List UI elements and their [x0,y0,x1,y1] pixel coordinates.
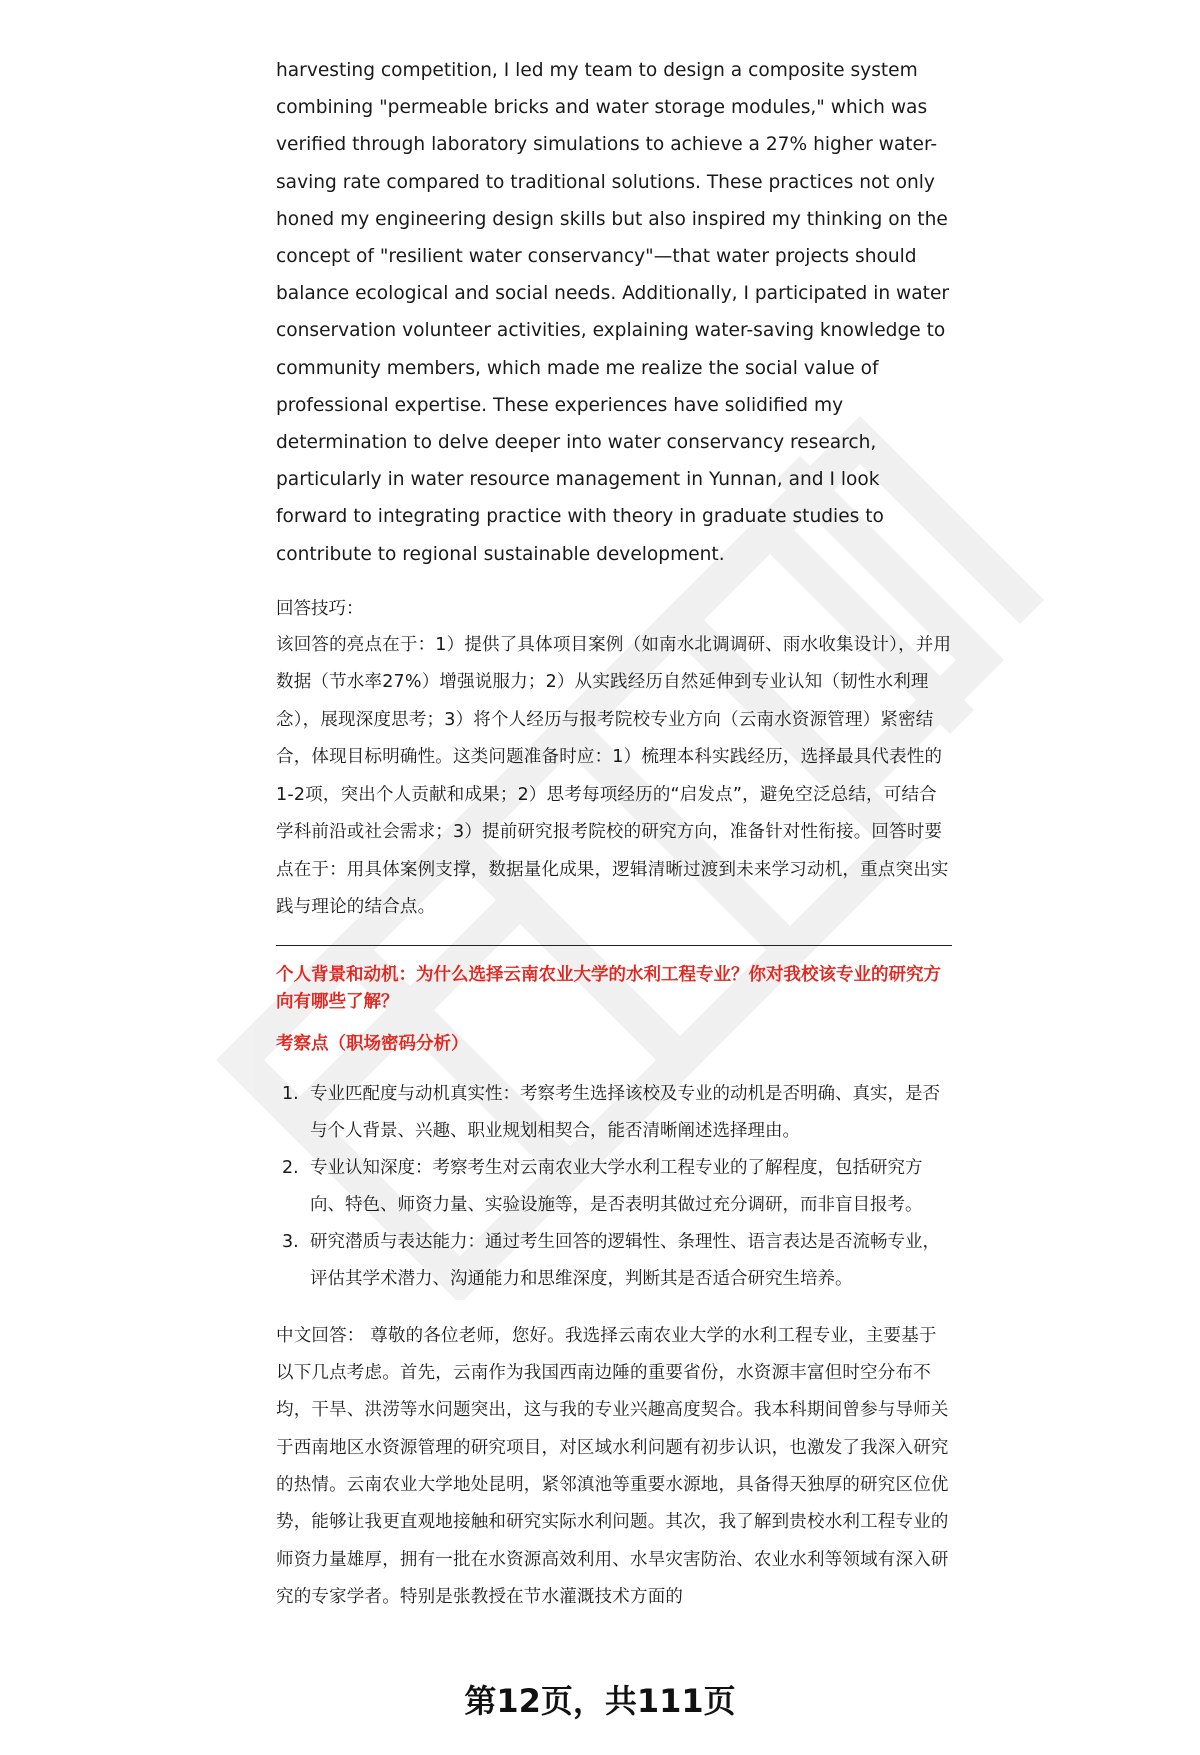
list-item [276,1224,952,1298]
question-heading: 个人背景和动机：为什么选择云南农业大学的水利工程专业？你对我校该专业的研究方向有哪些了解？ [276,964,941,1012]
list-item-number: 3. [282,1231,299,1252]
english-answer-paragraph: harvesting competition, I led my team to design a composite system combining "permeable bricks and water storage modules," which was verified through laboratory simulations to achieve a 27% higher water-saving rate compared to traditional solutions. These practices not only honed my engineering design skills but also inspired my thinking on the concept of "resilient water conservancy"—that water projects should balance ecological and social needs. Additionally, I participated in water conservation volunteer activities, explaining water-saving knowledge to community members, which made me realize the social value of professional expertise. These experiences have solidified my determination to delve deeper into water conservancy research, particularly in water resource management in Yunnan, and I look forward to integrating practice with theory in graduate studies to contribute to regional sustainable development. [276,60,950,565]
exam-points-list [276,1076,952,1298]
tips-body: 该回答的亮点在于：1）提供了具体项目案例（如南水北调调研、雨水收集设计），并用数据（节水率27%）增强说服力；2）从实践经历自然延伸到专业认知（韧性水利理念），展现深度思考；3）将个人经历与报考院校专业方向（云南水资源管理）紧密结合，体现目标明确性。这类问题准备时应：1）梳理本科实践经历，选择最具代表性的1-2项，突出个人贡献和成果；2）思考每项经历的“启发点”，避免空泛总结，可结合学科前沿或社会需求；3）提前研究报考院校的研究方向，准备针对性衔接。回答时要点在于：用具体案例支撑，数据量化成果，逻辑清晰过渡到未来学习动机，重点突出实践与理论的结合点。 [276,634,952,918]
exam-points-title: 考察点（职场密码分析） [276,1033,469,1054]
list-item-number: 1. [282,1083,299,1104]
tips-title: 回答技巧： [276,598,364,619]
chinese-answer-paragraph: 中文回答： 尊敬的各位老师，您好。我选择云南农业大学的水利工程专业，主要基于以下几点考虑。首先，云南作为我国西南边陲的重要省份，水资源丰富但时空分布不均，干旱、洪涝等水问题突出，这与我的专业兴趣高度契合。我本科期间曾参与导师关于西南地区水资源管理的研究项目，对区域水利问题有初步认识，也激发了我深入研究的热情。云南农业大学地处昆明，紧邻滇池等重要水源地，具备得天独厚的研究区位优势，能够让我更直观地接触和研究实际水利问题。其次，我了解到贵校水利工程专业的师资力量雄厚，拥有一批在水资源高效利用、水旱灾害防治、农业水利等领域有深入研究的专家学者。特别是张教授在节水灌溉技术方面的 [276,1325,949,1607]
page-content [276,52,952,1634]
list-item-text: 研究潜质与表达能力：通过考生回答的逻辑性、条理性、语言表达是否流畅专业，评估其学术潜力、沟通能力和思维深度，判断其是否适合研究生培养。 [310,1231,940,1289]
list-item [276,1150,952,1224]
list-item-text: 专业匹配度与动机真实性：考察考生选择该校及专业的动机是否明确、真实，是否与个人背景、兴趣、职业规划相契合，能否清晰阐述选择理由。 [310,1083,940,1141]
page-footer: 第12页，共111页 [464,1682,736,1720]
list-item-text: 专业认知深度：考察考生对云南农业大学水利工程专业的了解程度，包括研究方向、特色、师资力量、实验设施等，是否表明其做过充分调研，而非盲目报考。 [310,1157,923,1215]
list-item-number: 2. [282,1157,299,1178]
list-item [276,1076,952,1150]
section-divider [276,945,952,946]
